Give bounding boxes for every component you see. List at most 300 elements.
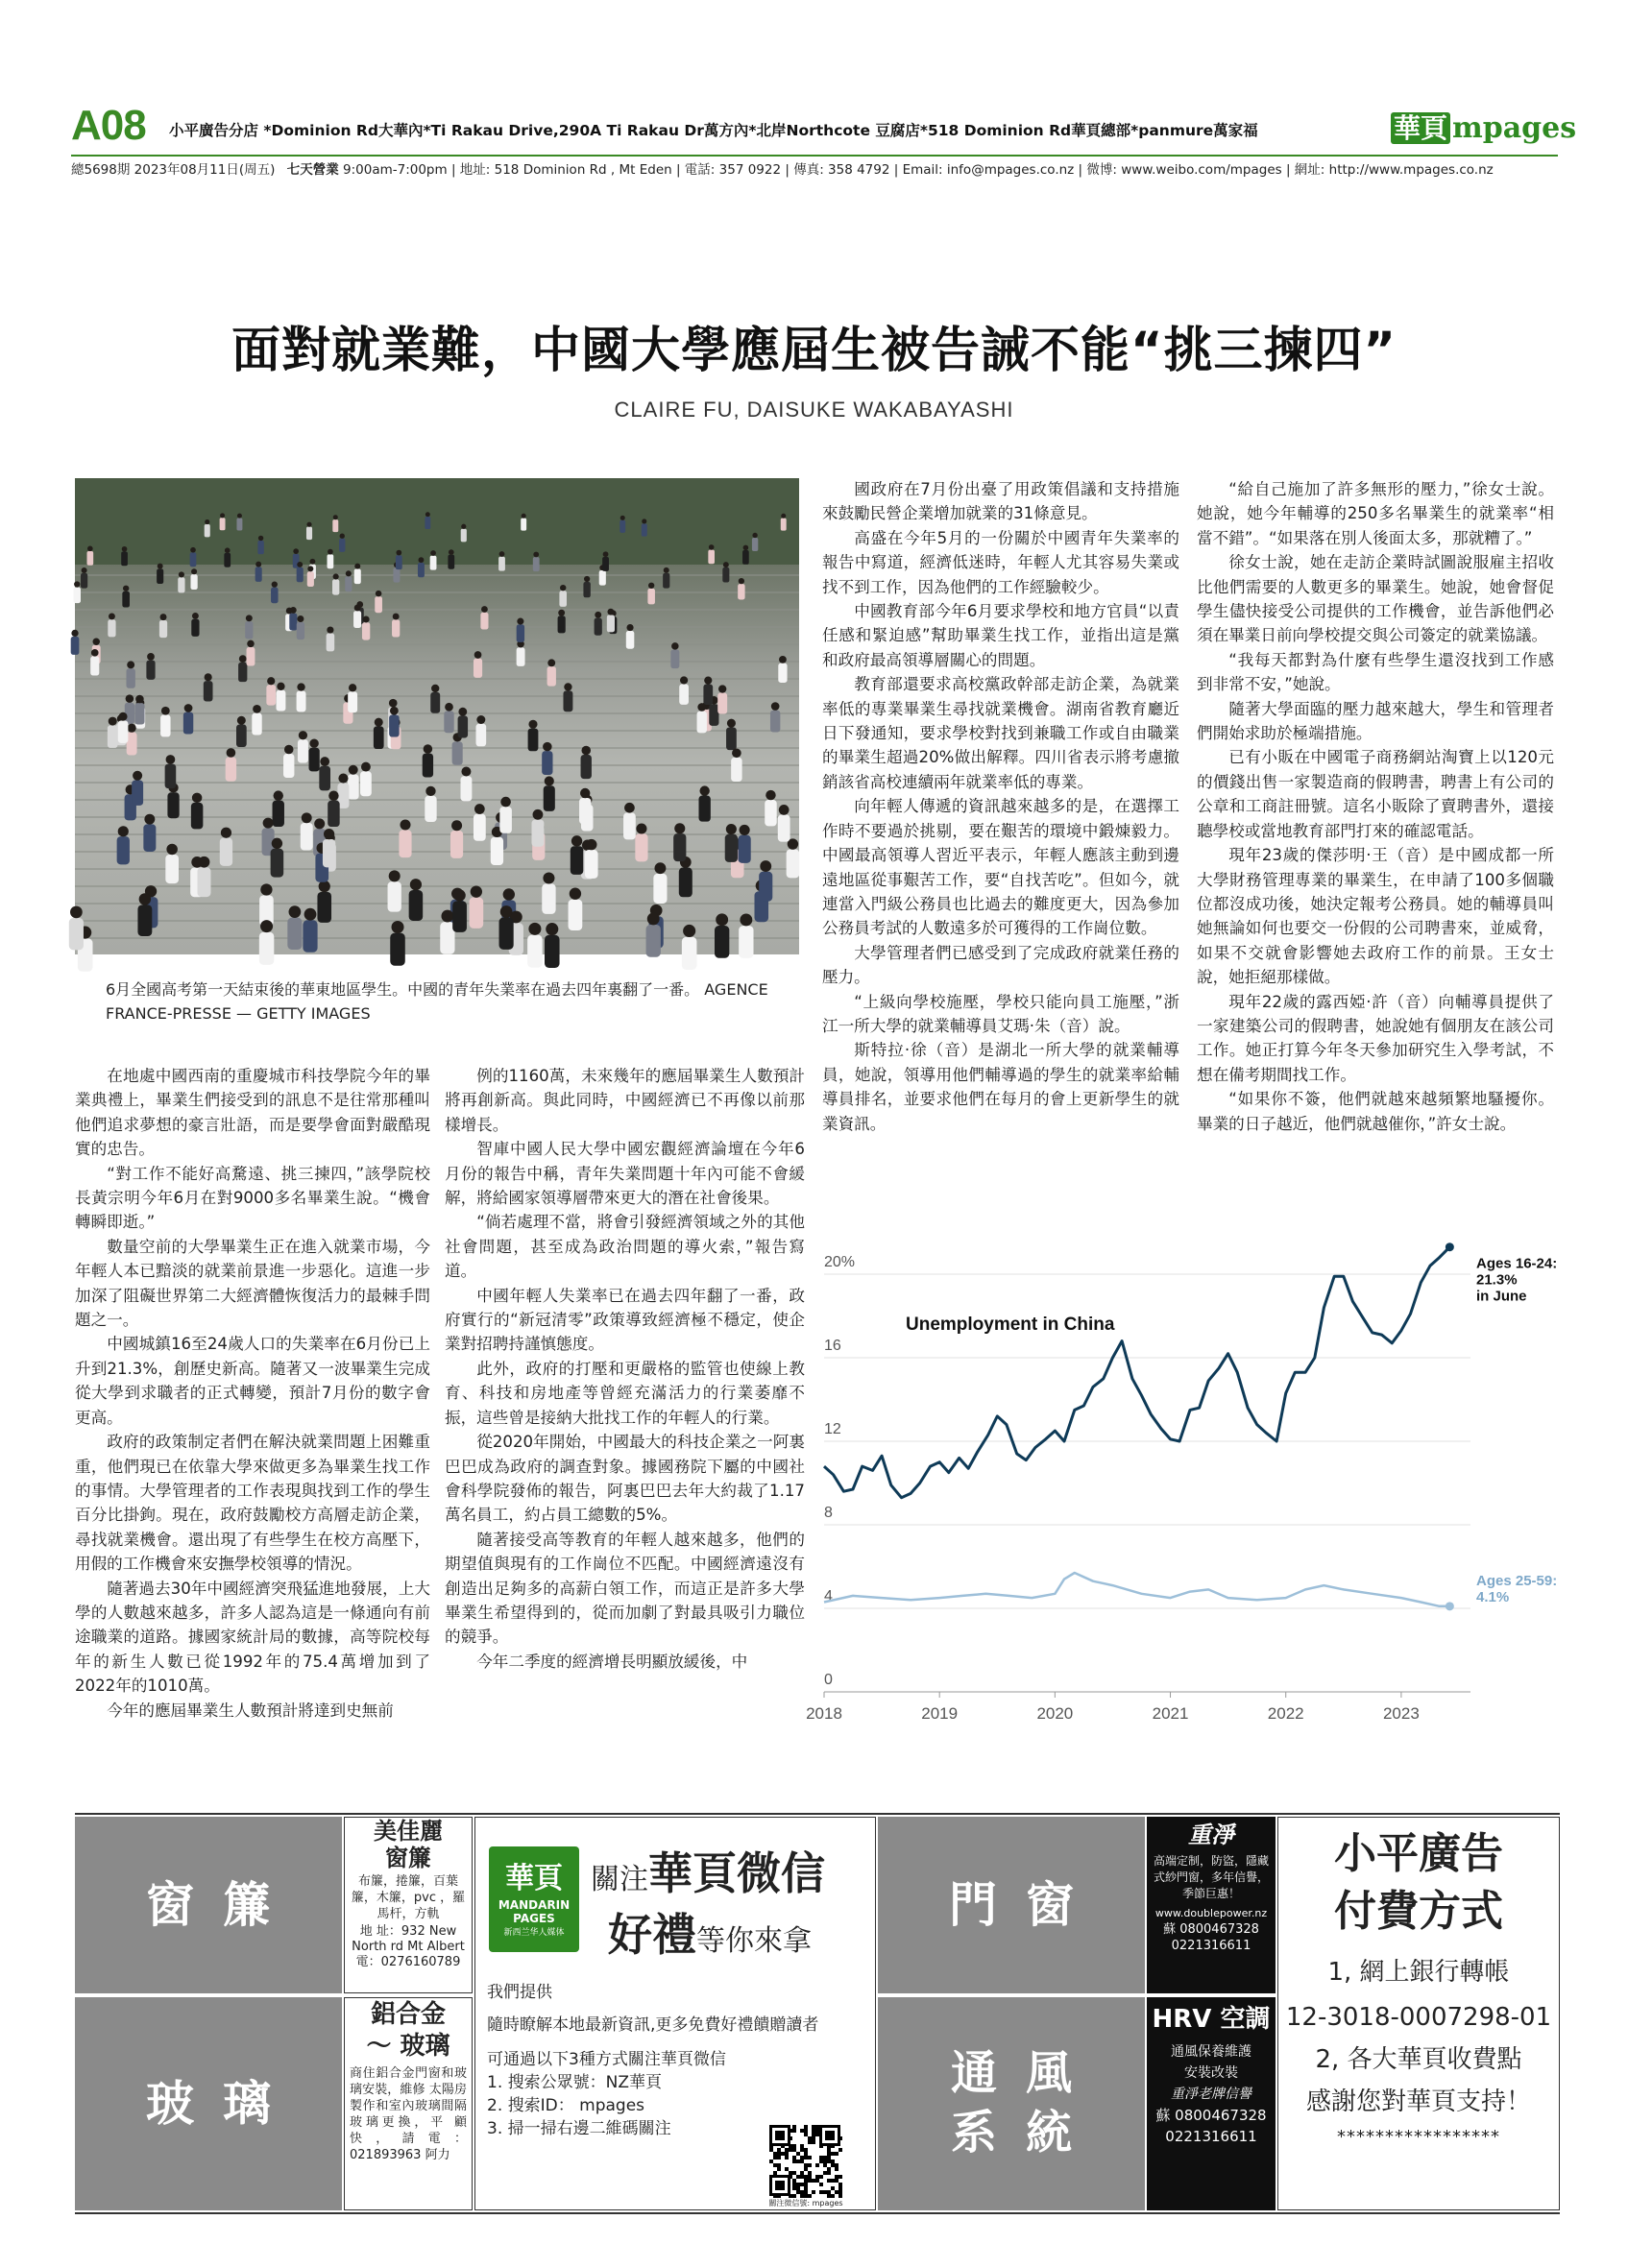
qr-module — [835, 2175, 838, 2179]
student-figure — [542, 742, 552, 775]
qr-module — [777, 2163, 781, 2167]
qr-module — [792, 2156, 796, 2159]
student-body — [236, 519, 242, 531]
student-figure — [475, 715, 486, 746]
student-head — [354, 605, 361, 612]
student-head — [184, 704, 193, 712]
paragraph: 教育部還要求高校黨政幹部走訪企業，為就業率低的專業畢業生尋找就業機會。湖南省教育廳近日下發通知，要求學校對找到兼職工作或自由職業的畢業生超過20%做出解釋。四川省表示將考慮撤銷該省高校連續兩年就業率低的專業。 — [822, 675, 1179, 791]
student-figure — [345, 570, 352, 591]
student-figure — [646, 912, 661, 956]
student-body — [143, 824, 156, 852]
qr-module — [823, 2159, 827, 2163]
y-tick-label: 0 — [824, 1672, 833, 1688]
qr-module — [812, 2190, 815, 2194]
student-figure — [125, 694, 134, 724]
student-head — [389, 699, 398, 708]
student-figure — [527, 923, 543, 968]
crowd-illustration — [75, 478, 799, 954]
qr-module — [789, 2148, 792, 2152]
student-head — [716, 913, 728, 926]
header-info — [71, 158, 1494, 178]
paragraph: 隨著大學面臨的壓力越來越大，學生和管理者們開始求助於極端措施。 — [1197, 699, 1554, 743]
student-body — [297, 691, 306, 712]
student-figure — [498, 551, 505, 571]
student-head — [324, 829, 334, 839]
student-body — [498, 557, 505, 571]
student-figure — [287, 905, 302, 950]
student-figure — [354, 564, 361, 584]
student-head — [580, 788, 590, 798]
student-head — [220, 513, 225, 518]
ads-bottom-rule — [75, 2212, 1560, 2214]
student-body — [635, 833, 647, 861]
student-figure — [583, 576, 590, 597]
students-photo — [75, 478, 799, 954]
student-body — [259, 932, 274, 965]
student-head — [260, 920, 273, 932]
y-tick-label: 12 — [824, 1421, 841, 1437]
student-body — [297, 567, 304, 583]
student-body — [118, 720, 129, 742]
qr-module — [792, 2144, 796, 2148]
student-body — [69, 918, 84, 950]
student-head — [545, 776, 554, 785]
student-head — [727, 719, 736, 728]
qr-module — [792, 2148, 796, 2152]
qr-module — [785, 2152, 789, 2156]
student-head — [239, 655, 247, 663]
student-body — [126, 668, 134, 688]
paragraph: 中國教育部今年6月要求學校和地方官員“以責任感和緊迫感”幫助畢業生找工作，並指出這是黨和政府最高領導層關心的問題。 — [822, 602, 1179, 669]
qr-module — [808, 2156, 812, 2159]
student-figure — [298, 731, 308, 762]
student-head — [680, 676, 688, 684]
student-body — [620, 520, 625, 533]
student-body — [157, 568, 163, 584]
student-head — [284, 745, 294, 755]
qr-module — [792, 2125, 796, 2129]
qr-module — [838, 2148, 842, 2152]
student-body — [307, 571, 314, 587]
student-figure — [390, 921, 405, 966]
meijiali-address: 地 址：932 New North rd Mt Albert — [352, 1924, 465, 1954]
x-tick-label: 2022 — [1267, 1704, 1304, 1723]
student-figure — [542, 872, 555, 913]
student-head — [704, 676, 712, 684]
student-figure — [752, 533, 758, 551]
stair-step — [75, 920, 799, 922]
student-body — [423, 754, 433, 778]
qr-module — [815, 2125, 819, 2129]
student-head — [333, 573, 339, 579]
student-figure — [360, 762, 372, 797]
student-body — [752, 538, 758, 551]
student-body — [238, 663, 247, 682]
zhongjing2-tel1: 蘇 0800467328 — [1155, 2107, 1267, 2124]
student-head — [123, 586, 129, 591]
student-head — [431, 685, 439, 692]
student-body — [679, 868, 693, 898]
student-figure — [461, 524, 467, 543]
student-head — [307, 566, 313, 571]
student-figure — [517, 618, 524, 642]
student-body — [742, 550, 749, 565]
student-figure — [430, 550, 437, 570]
aluminium-ad — [344, 1997, 473, 2210]
student-body — [220, 838, 232, 866]
student-figure — [558, 610, 566, 634]
student-head — [192, 793, 202, 803]
student-body — [517, 647, 525, 666]
student-figure — [778, 656, 787, 683]
student-body — [738, 835, 750, 863]
student-head — [328, 549, 333, 555]
zhongjing1-body: 高端定制，防盜，隱藏式紗門窗，多年信譽，季節巨惠！ — [1153, 1854, 1269, 1900]
student-body — [559, 591, 567, 607]
qr-module — [769, 2159, 773, 2163]
student-figure — [409, 879, 424, 921]
paragraph: 斯特拉·徐（音）是湖北一所大學的就業輔導員，她說，領導用他們輔導過的學生的就業率給輔導員排名，並要求他們在每月的會上更新學生的就業資訊。 — [822, 1041, 1179, 1133]
student-body — [778, 664, 787, 683]
series-label: 21.3% — [1476, 1271, 1518, 1289]
student-body — [345, 576, 352, 591]
student-body — [306, 527, 312, 540]
student-head — [624, 803, 635, 813]
student-figure — [450, 820, 463, 858]
zhongjing1-title: 重淨 — [1188, 1822, 1234, 1848]
wechat-provide: 我們提供 — [487, 1983, 552, 2002]
student-body — [663, 573, 669, 589]
student-head — [91, 649, 99, 657]
student-body — [460, 776, 472, 801]
payment-line-4: 感謝您對華頁支持！ — [1305, 2087, 1531, 2116]
qr-module — [812, 2125, 815, 2129]
student-figure — [204, 673, 213, 701]
student-figure — [571, 835, 583, 875]
student-body — [205, 524, 210, 537]
paragraph: 現年22歲的露西婭·許（音）向輔導員提供了一家建築公司的假聘書，她說她有個朋友在該公司工作。她正打算今年冬天參加研究生入學考試，不想在備考期間找工作。 — [1197, 992, 1554, 1084]
student-figure — [418, 557, 425, 577]
student-body — [425, 796, 436, 822]
hours: 9:00am-7:00pm — [343, 162, 448, 178]
contact-info: | 地址: 518 Dominion Rd , Mt Eden | 電話: 357 0922 | 傳真: 358 4792 | Email: info@mpages.co.nz | 微博: www.weibo.com/mpages | 網址: http://www.mpages.co.nz — [450, 162, 1494, 178]
student-body — [474, 659, 482, 678]
qr-module — [800, 2190, 804, 2194]
student-figure — [388, 870, 401, 911]
student-figure — [271, 838, 284, 878]
qr-module — [827, 2167, 831, 2171]
student-figure — [444, 703, 453, 733]
student-figure — [328, 790, 339, 827]
student-figure — [190, 568, 197, 590]
student-head — [760, 860, 771, 872]
qr-module — [800, 2129, 804, 2133]
stair-step — [75, 609, 799, 611]
student-body — [430, 556, 437, 570]
student-body — [739, 926, 753, 958]
student-body — [167, 792, 179, 818]
qr-module — [785, 2167, 789, 2171]
aluminium-sub: ～ 玻璃 — [366, 2032, 450, 2061]
student-figure — [297, 562, 304, 582]
student-body — [122, 591, 130, 608]
student-head — [71, 630, 78, 637]
stair-step — [75, 799, 799, 801]
x-tick-label: 2021 — [1152, 1704, 1189, 1723]
qr-module — [796, 2186, 800, 2190]
qr-module — [827, 2152, 831, 2156]
student-body — [703, 684, 713, 704]
student-head — [118, 826, 129, 836]
student-figure — [157, 564, 163, 584]
student-body — [309, 748, 320, 772]
student-head — [133, 771, 142, 781]
zhongjing-window-ad — [1147, 1817, 1276, 1993]
student-body — [787, 849, 800, 878]
student-figure — [607, 609, 615, 633]
student-head — [237, 514, 242, 519]
student-figure — [545, 923, 560, 968]
qr-code-icon[interactable] — [767, 2123, 842, 2198]
qr-module — [804, 2186, 808, 2190]
student-body — [532, 819, 545, 846]
student-figure — [626, 624, 635, 649]
student-body — [480, 613, 488, 630]
student-body — [583, 582, 590, 597]
wechat-desc: 隨時瞭解本地最新資訊,更多免費好禮饋贈讀者 — [487, 2015, 819, 2035]
student-head — [328, 790, 338, 800]
student-head — [752, 533, 757, 538]
student-head — [126, 694, 134, 703]
student-figure — [238, 655, 247, 682]
student-figure — [673, 823, 686, 861]
student-body — [317, 892, 331, 923]
student-figure — [569, 888, 583, 930]
student-figure — [715, 913, 729, 957]
qr-module — [815, 2129, 819, 2133]
student-body — [425, 517, 430, 529]
student-body — [353, 611, 361, 628]
student-head — [626, 624, 633, 631]
student-body — [224, 553, 231, 567]
byline: CLAIRE FU, DAISUKE WAKABAYASHI — [614, 398, 1014, 422]
article-column-3 — [822, 477, 1179, 1136]
student-head — [425, 512, 430, 517]
article-title: 面對就業難，中國大學應屆生被告誡不能“挑三揀四” — [231, 323, 1397, 379]
article-column-4 — [1197, 477, 1554, 1136]
qr-module — [804, 2190, 808, 2194]
student-body — [339, 539, 345, 552]
student-head — [260, 883, 272, 895]
student-figure — [623, 803, 636, 839]
meijiali-body: 布簾，捲簾，百葉簾，木簾，pvc ，羅馬杆，方軌 — [351, 1874, 466, 1921]
student-body — [360, 771, 372, 796]
student-head — [543, 742, 551, 751]
student-head — [304, 908, 317, 921]
student-head — [581, 746, 591, 756]
student-head — [779, 805, 790, 815]
qr-module — [773, 2152, 777, 2156]
qr-module — [804, 2163, 808, 2167]
article-column-1 — [75, 1064, 430, 1723]
student-body — [458, 715, 468, 737]
qr-module — [804, 2156, 808, 2159]
qr-module — [792, 2171, 796, 2175]
student-head — [393, 614, 400, 620]
student-figure — [781, 514, 787, 531]
student-head — [247, 640, 254, 647]
student-body — [204, 681, 213, 701]
qr-module — [800, 2156, 804, 2159]
gift: 好禮 — [608, 1909, 696, 1961]
student-head — [320, 757, 329, 766]
student-figure — [122, 586, 130, 608]
student-head — [74, 581, 80, 587]
student-body — [697, 712, 707, 734]
student-body — [581, 755, 592, 779]
paragraph: 此外，政府的打壓和更嚴格的監管也使線上教育、科技和房地產等曾經充滿活力的行業萎靡不振，這些曾是接納大批找工作的年輕人的行業。 — [445, 1359, 805, 1427]
student-body — [418, 563, 425, 577]
student-head — [299, 731, 307, 739]
student-head — [139, 893, 151, 905]
student-body — [257, 541, 263, 554]
qr-module — [835, 2167, 838, 2171]
student-head — [499, 551, 505, 557]
paragraph: 向年輕人傳遞的資訊越來越多的是，在選擇工作時不要過於挑剔，要在艱苦的環境中鍛煉毅力。中國最高領導人習近平表示，年輕人應該主動到邊遠地區從事艱苦工作，要“自找苦吃”。但如今，就連當入門級公務員也比過去的難度更大，因為參加公務員考試的人數遠多於可獲得的工作崗位數。 — [822, 797, 1179, 938]
qr-module — [800, 2159, 804, 2163]
student-figure — [108, 717, 118, 748]
student-body — [517, 624, 524, 641]
qr-module — [831, 2159, 835, 2163]
ads-top-rule — [75, 1813, 1560, 1815]
qr-module — [804, 2133, 808, 2136]
student-figure — [108, 613, 115, 637]
qr-module — [785, 2156, 789, 2159]
qr-module — [835, 2190, 838, 2194]
student-figure — [183, 704, 193, 734]
qr-module — [815, 2175, 819, 2179]
paragraph: 在地處中國西南的重慶城市科技學院今年的畢業典禮上，畢業生們接受到的訊息不是往常那種叫他們追求夢想的豪言壯語，而是要學會面對嚴酷現實的忠告。 — [75, 1067, 430, 1159]
student-figure — [375, 591, 382, 613]
student-body — [146, 661, 155, 680]
student-figure — [266, 677, 276, 706]
qr-module — [792, 2179, 796, 2183]
paragraph: 現年23歲的傑莎明·王（音）是中國成都一所大學財務管理專業的畢業生，在申請了100多個職位都沒成功後，她決定報考公務員。她的輔導員叫她無論如何也要交一份假的公司聘書來，並威脅，如果不交就會影響她去政府工作的前景。王女士說，她拒絕那樣做。 — [1197, 846, 1554, 987]
student-figure — [374, 718, 384, 749]
stair-step — [75, 747, 799, 749]
qr-module — [823, 2171, 827, 2175]
student-head — [771, 702, 780, 711]
student-head — [205, 519, 209, 524]
student-head — [648, 583, 654, 589]
student-body — [159, 620, 167, 638]
student-head — [122, 546, 128, 552]
paragraph: 今年的應屆畢業生人數預計將達到史無前 — [107, 1701, 394, 1720]
student-head — [547, 659, 555, 666]
student-figure — [642, 519, 647, 536]
student-head — [503, 888, 515, 900]
student-figure — [559, 585, 567, 607]
logo-en: mpages — [1452, 111, 1577, 145]
student-figure — [160, 707, 170, 737]
student-body — [396, 555, 402, 569]
student-figure — [474, 651, 482, 678]
qr-finder-center — [775, 2131, 785, 2140]
paragraph: “上級向學校施壓，學校只能向員工施壓，”浙江一所大學的就業輔導員艾瑪·朱（音）說。 — [822, 992, 1179, 1035]
student-head — [620, 516, 625, 520]
student-head — [400, 820, 410, 831]
student-body — [579, 798, 591, 824]
stair-step — [75, 661, 799, 663]
wechat-logo-en: MANDARIN PAGES — [498, 1898, 571, 1925]
aluminium-name: 鋁合金 — [370, 2000, 446, 2029]
qr-module — [815, 2163, 819, 2167]
student-head — [179, 571, 184, 577]
student-figure — [257, 536, 263, 554]
wechat-text — [487, 1981, 818, 2140]
qr-module — [777, 2148, 781, 2152]
student-figure — [159, 614, 167, 638]
paragraph: 已有小販在中國電子商務網站淘寶上以120元的價錢出售一家製造商的假聘書，聘書上有公司的公章和工商註冊號。這名小販除了賣聘書外，還接聽學校或當地教育部門打來的確認電話。 — [1197, 748, 1554, 840]
student-head — [302, 812, 312, 823]
student-figure — [319, 757, 330, 790]
qr-module — [808, 2179, 812, 2183]
student-body — [670, 649, 679, 668]
student-head — [718, 685, 726, 692]
student-figure — [121, 546, 128, 566]
student-head — [297, 615, 304, 622]
student-figure — [595, 612, 602, 636]
student-figure — [448, 549, 454, 568]
qr-module — [812, 2179, 815, 2183]
student-body — [521, 519, 526, 531]
qr-finder-center — [775, 2181, 785, 2190]
student-figure — [389, 707, 399, 737]
qr-module — [800, 2171, 804, 2175]
student-head — [127, 661, 134, 668]
student-body — [765, 800, 776, 826]
glass-category: 玻璃 — [75, 1997, 342, 2210]
student-figure — [126, 661, 134, 688]
qr-module — [819, 2183, 823, 2186]
student-figure — [563, 683, 572, 712]
student-body — [759, 872, 772, 902]
student-body — [499, 918, 514, 950]
student-head — [533, 809, 544, 820]
student-figure — [137, 893, 152, 936]
series-line-ages-25-59 — [824, 1573, 1449, 1606]
gift-post: 等你來拿 — [696, 1924, 812, 1958]
student-body — [448, 555, 454, 569]
x-tick-label: 2018 — [806, 1704, 842, 1723]
student-head — [476, 715, 485, 724]
qr-module — [827, 2179, 831, 2183]
paragraph: 隨著接受高等教育的年輕人越來越多，他們的期望值與現有的工作崗位不匹配。中國經濟遠沒有創造出足夠多的高薪白領工作，而這正是許多大學畢業生希望得到的，從而加劇了對最具吸引力職位的競爭。 — [445, 1530, 805, 1647]
student-head — [451, 820, 462, 831]
qr-module — [808, 2175, 812, 2179]
student-head — [160, 614, 167, 620]
student-figure — [118, 712, 129, 743]
student-body — [121, 551, 128, 566]
student-body — [165, 764, 177, 789]
student-head — [349, 765, 358, 775]
student-figure — [480, 606, 488, 629]
student-figure — [396, 550, 402, 569]
student-figure — [132, 771, 143, 806]
student-head — [375, 718, 383, 727]
student-body — [499, 807, 512, 833]
student-figure — [198, 857, 211, 897]
